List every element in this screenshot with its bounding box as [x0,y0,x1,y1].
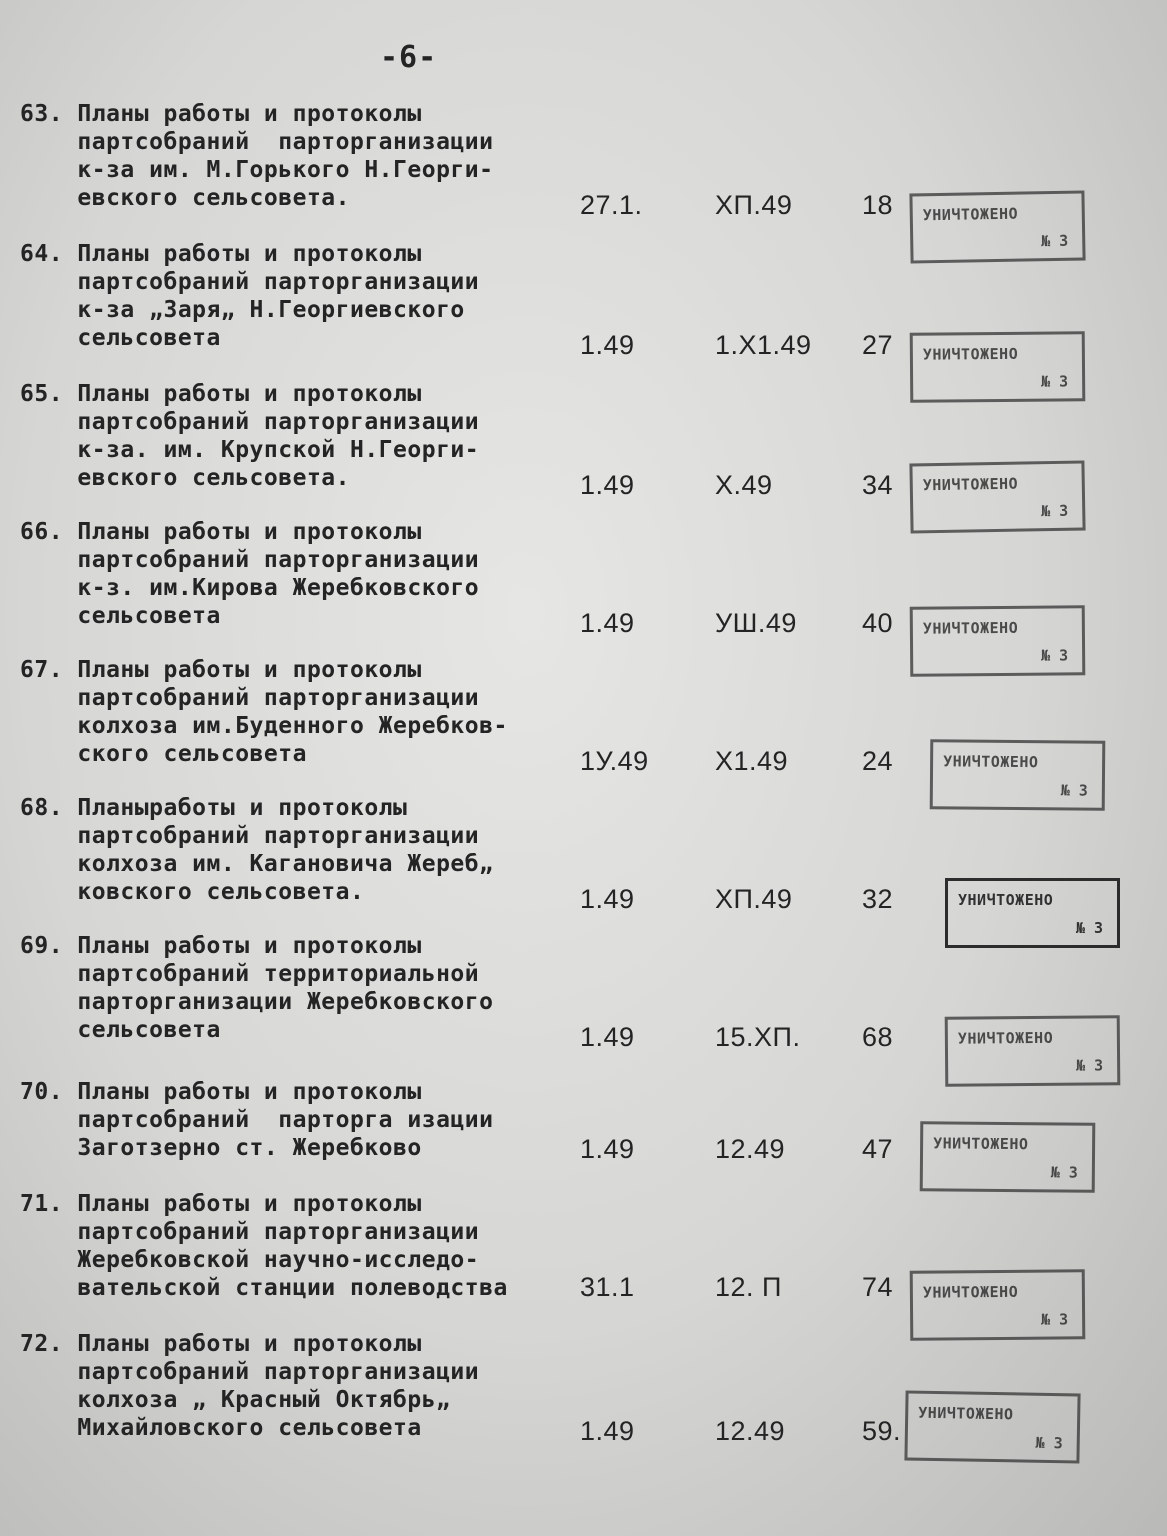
entry-end-date: ХП.49 [715,884,793,914]
entry-end-date: Х1.49 [715,746,789,776]
list-item [0,100,1167,251]
entry-start-date: 1У.49 [580,746,649,776]
entry-description: 67. Планы работы и протоколы партсобраний парторганизации колхоза им.Буденного Жеребков- ского сельсовета [20,657,508,767]
entry-start-date: 1.49 [580,330,635,360]
entry-description: 71. Планы работы и протоколы партсобраний парторганизации Жеребковской научно-исследо- вательской станции полеводства [20,1191,508,1301]
entry-start-date: 31.1 [580,1272,635,1302]
list-item [0,794,1167,937]
stamp-number: № 3 [1050,1163,1078,1182]
destroyed-stamp [904,1390,1080,1463]
list-item [0,240,1167,391]
entry-description: 70. Планы работы и протоколы партсобраний парторга изации Заготзерно ст. Жеребково [20,1079,494,1161]
list-item [0,1078,1167,1208]
stamp-number: № 3 [1040,372,1069,391]
list-item [0,518,1167,665]
list-item [0,380,1167,521]
entry-sheet-count: 47 [862,1134,894,1164]
entry-end-date: 12.49 [715,1134,786,1164]
entry-end-date: Х.49 [715,470,773,500]
entry-description: 72. Планы работы и протоколы партсобраний парторганизации колхоза „ Красный Октябрь„ Михайловского сельсовета [20,1331,480,1441]
entry-sheet-count: 18 [862,190,894,220]
entry-start-date: 1.49 [580,1022,635,1052]
stamp-number: № 3 [1041,231,1069,251]
stamp-title: УНИЧТОЖЕНО [922,474,1019,495]
stamp-number: № 3 [1040,646,1069,665]
stamp-number: № 3 [1035,1433,1063,1453]
entry-sheet-count: 32 [862,884,894,914]
stamp-number: № 3 [1040,1310,1069,1329]
destroyed-stamp [920,1121,1096,1193]
list-item [0,656,1167,800]
entry-end-date: ХП.49 [715,190,793,220]
entry-start-date: 1.49 [580,1134,635,1164]
entry-end-date: 1.Х1.49 [715,330,812,360]
page-number: -6- [380,40,438,75]
entry-sheet-count: 74 [862,1272,894,1302]
entry-sheet-count: 59. [862,1416,902,1446]
stamp-title: УНИЧТОЖЕНО [922,1282,1019,1302]
stamp-title: УНИЧТОЖЕНО [922,618,1019,638]
list-item [0,932,1167,1075]
stamp-title: УНИЧТОЖЕНО [958,891,1054,909]
stamp-title: УНИЧТОЖЕНО [943,752,1039,772]
list-item [0,1190,1167,1329]
entry-description: 68. Планыработы и протоколы партсобраний парторганизации колхоза им. Кагановича Жереб„ ковского сельсовета. [20,795,494,905]
entry-description: 66. Планы работы и протоколы партсобраний парторганизации к-з. им.Кирова Жеребковского сельсовета [20,519,480,629]
stamp-title: УНИЧТОЖЕНО [922,344,1019,364]
entry-end-date: 15.ХП. [715,1022,801,1052]
entry-start-date: 1.49 [580,884,635,914]
stamp-number: № 3 [1075,1056,1104,1075]
entry-start-date: 1.49 [580,1416,635,1446]
entry-description: 64. Планы работы и протоколы партсобраний парторганизации к-за „Заря„ Н.Георгиевского сельсовета [20,241,480,351]
entry-sheet-count: 40 [862,608,894,638]
stamp-title: УНИЧТОЖЕНО [957,1028,1054,1048]
entry-end-date: 12. П [715,1272,782,1302]
entry-start-date: 1.49 [580,608,635,638]
entry-end-date: УШ.49 [715,608,797,638]
entry-description: 63. Планы работы и протоколы партсобраний парторганизации к-за им. М.Горького Н.Георги- евского сельсовета. [20,101,494,211]
destroyed-stamp [945,1015,1121,1087]
entry-description: 65. Планы работы и протоколы партсобраний парторганизации к-за. им. Крупской Н.Георги- евского сельсовета. [20,381,480,491]
entry-end-date: 12.49 [715,1416,786,1446]
entry-sheet-count: 24 [862,746,894,776]
stamp-title: УНИЧТОЖЕНО [933,1134,1029,1154]
entry-description: 69. Планы работы и протоколы партсобраний территориальной парторганизации Жеребковского сельсовета [20,933,494,1043]
entry-sheet-count: 34 [862,470,894,500]
entry-sheet-count: 27 [862,330,894,360]
stamp-number: № 3 [1075,919,1103,937]
stamp-number: № 3 [1060,781,1088,800]
stamp-title: УНИЧТОЖЕНО [918,1403,1014,1424]
entry-start-date: 27.1. [580,190,643,220]
stamp-title: УНИЧТОЖЕНО [922,204,1019,225]
stamp-number: № 3 [1041,501,1069,521]
entry-sheet-count: 68 [862,1022,894,1052]
entry-start-date: 1.49 [580,470,635,500]
list-item [0,1330,1167,1460]
